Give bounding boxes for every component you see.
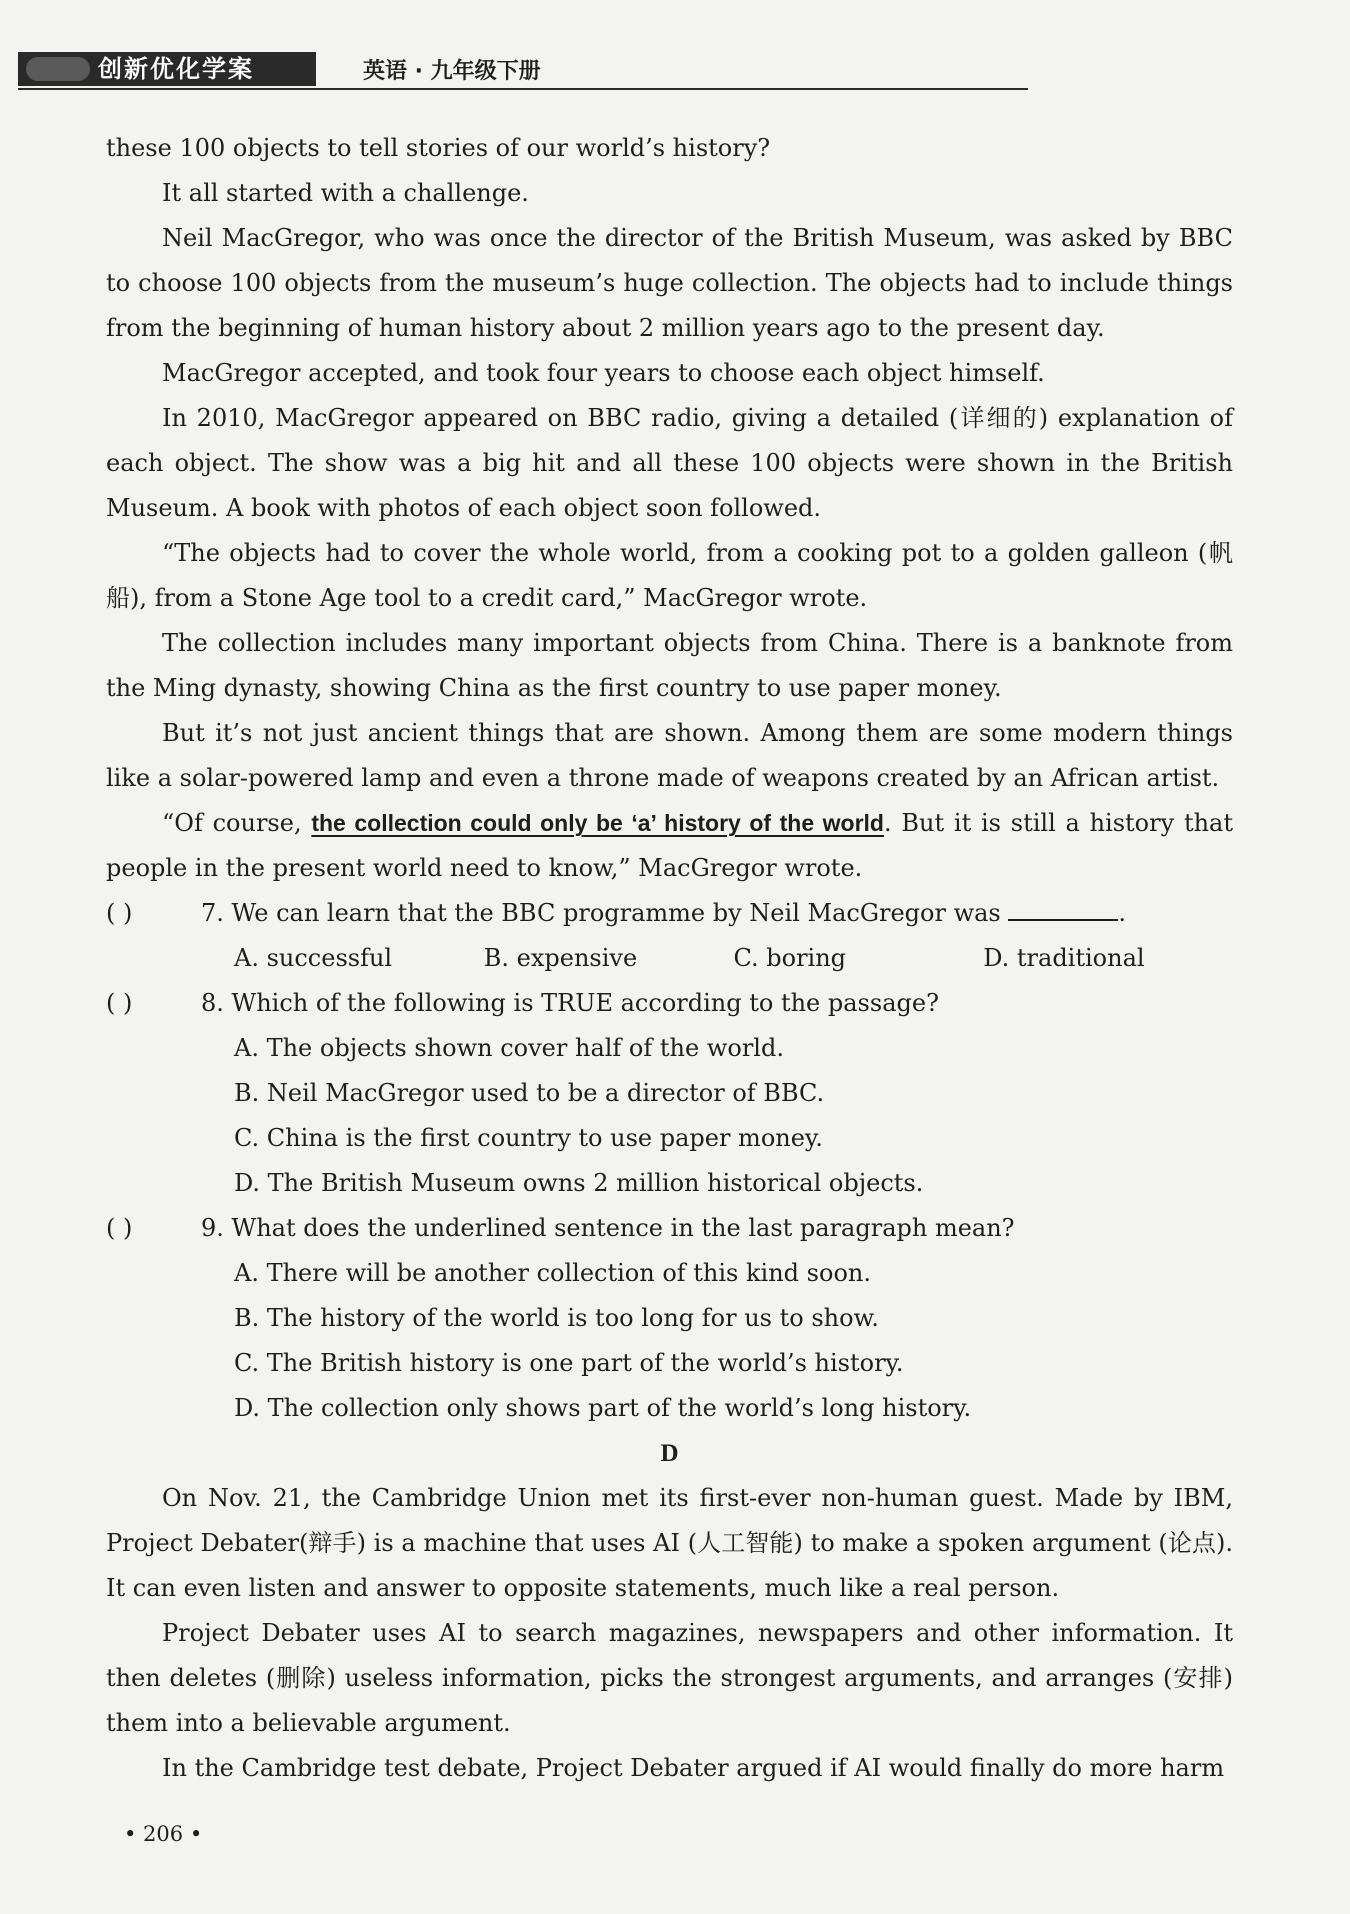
question-stem: 7. We can learn that the BBC programme by Neil MacGregor was	[201, 899, 1001, 927]
question-9	[106, 1206, 1233, 1251]
passage-paragraph: The collection includes many important objects from China. There is a banknote from the Ming dynasty, showing China as the first country to use paper money.	[106, 629, 1233, 702]
section-heading-d: D	[660, 1440, 679, 1467]
last-paragraph-end: . But it is still a history that people in the present world need to know,” MacGregor wrote.	[106, 809, 1233, 882]
option-c[interactable]: C. China is the first country to use paper money.	[234, 1124, 823, 1152]
brand-label: 创新优化学案	[98, 55, 254, 83]
last-paragraph-start: “Of course,	[162, 809, 312, 837]
stem-end: .	[1118, 899, 1127, 927]
option-c[interactable]: C. boring	[733, 944, 847, 972]
option-d[interactable]: D. The British Museum owns 2 million historical objects.	[234, 1169, 924, 1197]
passage-paragraph: “The objects had to cover the whole world, from a cooking pot to a golden galleon (帆船), from a Stone Age tool to a credit card,” MacGregor wrote.	[106, 539, 1233, 612]
brand-banner	[18, 52, 316, 86]
option-c[interactable]: C. The British history is one part of the world’s history.	[234, 1349, 904, 1377]
option-b[interactable]: B. The history of the world is too long for us to show.	[234, 1304, 879, 1332]
option-a[interactable]: A. The objects shown cover half of the world.	[234, 1034, 784, 1062]
passage-paragraph: these 100 objects to tell stories of our world’s history?	[106, 134, 771, 162]
option-a[interactable]: A. There will be another collection of this kind soon.	[234, 1259, 871, 1287]
passage-paragraph: Neil MacGregor, who was once the director of the British Museum, was asked by BBC to choose 100 objects from the museum’s huge collection. The objects had to include things from the beginning of human history about 2 million years ago to the present day.	[106, 224, 1233, 342]
passage-paragraph: Project Debater uses AI to search magazines, newspapers and other information. It then deletes (删除) useless information, picks the strongest arguments, and arranges (安排) them into a believable argument.	[106, 1619, 1233, 1737]
option-d[interactable]: D. traditional	[983, 944, 1145, 972]
question-7	[106, 891, 1233, 936]
answer-blank[interactable]	[1008, 893, 1118, 921]
question-7-options	[106, 936, 1233, 981]
answer-bracket[interactable]: ( )	[106, 989, 133, 1017]
book-title: 英语 · 九年级下册	[363, 59, 541, 84]
question-8	[106, 981, 1233, 1026]
page-content	[106, 126, 1233, 1791]
passage-paragraph: MacGregor accepted, and took four years to choose each object himself.	[162, 359, 1045, 387]
question-stem: 8. Which of the following is TRUE according to the passage?	[201, 989, 939, 1017]
question-stem: 9. What does the underlined sentence in the last paragraph mean?	[201, 1214, 1015, 1242]
passage-paragraph: On Nov. 21, the Cambridge Union met its first-ever non-human guest. Made by IBM, Project Debater(辩手) is a machine that uses AI (人工智能) to make a spoken argument (论点). It can even listen and answer to opposite statements, much like a real person.	[106, 1484, 1233, 1602]
underlined-sentence: the collection could only be ‘a’ history of the world	[311, 810, 884, 836]
passage-paragraph: But it’s not just ancient things that are shown. Among them are some modern things like a solar-powered lamp and even a throne made of weapons created by an African artist.	[106, 719, 1233, 792]
option-b[interactable]: B. Neil MacGregor used to be a director of BBC.	[234, 1079, 825, 1107]
option-b[interactable]: B. expensive	[483, 944, 638, 972]
answer-bracket[interactable]: ( )	[106, 1214, 133, 1242]
page-header	[18, 50, 1018, 90]
answer-bracket[interactable]: ( )	[106, 899, 133, 927]
passage-paragraph: It all started with a challenge.	[162, 179, 529, 207]
page-number: • 206 •	[124, 1822, 203, 1846]
header-divider	[18, 88, 1028, 90]
passage-paragraph: In the Cambridge test debate, Project Debater argued if AI would finally do more harm	[162, 1754, 1225, 1782]
passage-last-paragraph	[106, 801, 1233, 891]
passage-paragraph: In 2010, MacGregor appeared on BBC radio, giving a detailed (详细的) explanation of each object. The show was a big hit and all these 100 objects were shown in the British Museum. A book with photos of each object soon followed.	[106, 404, 1233, 522]
brand-logo-icon	[26, 57, 90, 81]
option-a[interactable]: A. successful	[234, 944, 393, 972]
option-d[interactable]: D. The collection only shows part of the world’s long history.	[234, 1394, 972, 1422]
